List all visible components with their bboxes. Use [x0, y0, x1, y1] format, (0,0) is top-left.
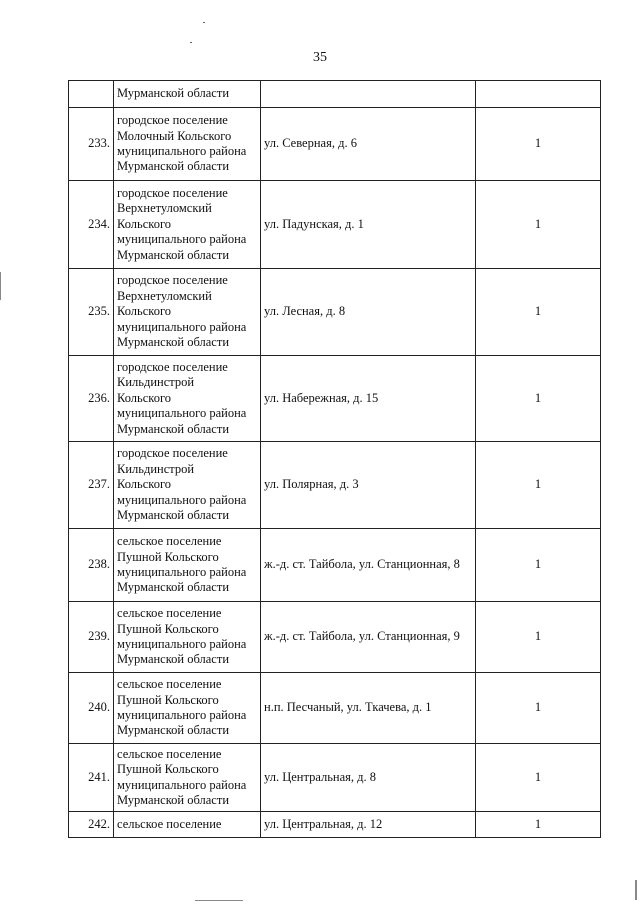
- settlement-name: [114, 812, 261, 838]
- settlement-name: [114, 744, 261, 812]
- settlement-name-line: муниципального района: [117, 708, 247, 722]
- settlement-name-line: городское поселение: [117, 113, 228, 128]
- settlement-name-line: Пушной Кольского: [117, 549, 219, 564]
- settlement-name-line: муниципального района: [117, 232, 247, 247]
- settlement-name-line: Мурманской области: [117, 86, 230, 101]
- settlement-name: [114, 81, 261, 108]
- table-row: [69, 529, 601, 602]
- settlement-name-line: Кольского: [117, 304, 172, 319]
- scan-edge-mark: [635, 880, 637, 900]
- settlement-name-line: Мурманской области: [117, 421, 230, 436]
- settlement-name-line: Мурманской области: [117, 652, 230, 667]
- page-number: 35: [313, 50, 327, 65]
- quantity-cell: 1: [476, 812, 601, 838]
- settlement-name-line: Пушной Кольского: [117, 692, 219, 707]
- row-number: 235.: [69, 269, 114, 356]
- table-row: [69, 673, 601, 744]
- row-number: 237.: [69, 442, 114, 529]
- settlement-name-line: муниципального района: [117, 319, 247, 334]
- settlement-name-line: Мурманской области: [117, 723, 230, 738]
- address-cell: ж.-д. ст. Тайбола, ул. Станционная, 8: [261, 529, 476, 602]
- settlement-name-line: муниципального района: [117, 565, 247, 579]
- settlement-name-line: муниципального района: [117, 406, 247, 421]
- settlement-name: [114, 356, 261, 442]
- settlement-name: [114, 673, 261, 744]
- table-row: [69, 108, 601, 181]
- settlement-name: [114, 442, 261, 529]
- settlement-name: [114, 181, 261, 269]
- settlement-name-line: Кильдинстрой: [117, 375, 195, 390]
- address-cell: ул. Падунская, д. 1: [261, 181, 476, 269]
- registry-table-body: [69, 81, 601, 838]
- settlement-name-line: сельское поселение: [117, 677, 222, 692]
- settlement-name-line: Мурманской области: [117, 792, 230, 807]
- row-number: 238.: [69, 529, 114, 602]
- settlement-name-line: Мурманской области: [117, 159, 230, 174]
- address-cell: ул. Лесная, д. 8: [261, 269, 476, 356]
- scan-edge-mark: [195, 900, 243, 901]
- quantity-cell: 1: [476, 673, 601, 744]
- settlement-name-line: Молочный Кольского: [117, 128, 232, 143]
- settlement-name-line: муниципального района: [117, 144, 247, 158]
- settlement-name-line: Кольского: [117, 216, 172, 231]
- table-row: [69, 356, 601, 442]
- settlement-name-line: муниципального района: [117, 492, 247, 507]
- table-row: [69, 812, 601, 838]
- table-row: [69, 602, 601, 673]
- address-cell: ул. Полярная, д. 3: [261, 442, 476, 529]
- row-number: 234.: [69, 181, 114, 269]
- quantity-cell: 1: [476, 744, 601, 812]
- row-number: [69, 81, 114, 108]
- row-number: 242.: [69, 812, 114, 838]
- settlement-name-line: сельское поселение: [117, 746, 222, 761]
- settlement-name-line: Кольского: [117, 477, 172, 492]
- settlement-name-line: Пушной Кольского: [117, 621, 219, 636]
- address-cell: [261, 81, 476, 108]
- settlement-name-line: Кольского: [117, 390, 172, 405]
- registry-table: [68, 80, 601, 838]
- settlement-name-line: муниципального района: [117, 637, 247, 651]
- settlement-name: [114, 602, 261, 673]
- scan-speck: [190, 42, 192, 43]
- settlement-name: [114, 269, 261, 356]
- row-number: 241.: [69, 744, 114, 812]
- settlement-name-line: Кильдинстрой: [117, 461, 195, 476]
- quantity-cell: 1: [476, 108, 601, 181]
- row-number: 240.: [69, 673, 114, 744]
- settlement-name: [114, 108, 261, 181]
- settlement-name-line: сельское поселение: [117, 606, 222, 621]
- table-row: [69, 81, 601, 108]
- address-cell: ж.-д. ст. Тайбола, ул. Станционная, 9: [261, 602, 476, 673]
- settlement-name-line: городское поселение: [117, 446, 228, 461]
- settlement-name-line: Мурманской области: [117, 247, 230, 262]
- address-cell: ул. Центральная, д. 8: [261, 744, 476, 812]
- settlement-name-line: сельское поселение: [117, 816, 222, 831]
- scan-speck: [203, 22, 205, 23]
- row-number: 233.: [69, 108, 114, 181]
- settlement-name-line: Пушной Кольского: [117, 762, 219, 777]
- scan-edge-mark: [0, 272, 1, 300]
- settlement-name-line: Верхнетуломский: [117, 201, 212, 216]
- address-cell: ул. Северная, д. 6: [261, 108, 476, 181]
- settlement-name-line: городское поселение: [117, 359, 228, 374]
- settlement-name-line: Верхнетуломский: [117, 288, 212, 303]
- settlement-name-line: городское поселение: [117, 185, 228, 200]
- quantity-cell: 1: [476, 356, 601, 442]
- row-number: 239.: [69, 602, 114, 673]
- address-cell: н.п. Песчаный, ул. Ткачева, д. 1: [261, 673, 476, 744]
- quantity-cell: 1: [476, 269, 601, 356]
- table-row: [69, 181, 601, 269]
- quantity-cell: 1: [476, 442, 601, 529]
- settlement-name-line: Мурманской области: [117, 508, 230, 523]
- quantity-cell: [476, 81, 601, 108]
- quantity-cell: 1: [476, 529, 601, 602]
- settlement-name-line: Мурманской области: [117, 580, 230, 595]
- address-cell: ул. Центральная, д. 12: [261, 812, 476, 838]
- quantity-cell: 1: [476, 181, 601, 269]
- row-number: 236.: [69, 356, 114, 442]
- settlement-name-line: муниципального района: [117, 777, 247, 792]
- table-row: [69, 744, 601, 812]
- settlement-name-line: сельское поселение: [117, 534, 222, 549]
- table-row: [69, 442, 601, 529]
- settlement-name-line: Мурманской области: [117, 335, 230, 350]
- settlement-name-line: городское поселение: [117, 273, 228, 288]
- address-cell: ул. Набережная, д. 15: [261, 356, 476, 442]
- table-row: [69, 269, 601, 356]
- quantity-cell: 1: [476, 602, 601, 673]
- settlement-name: [114, 529, 261, 602]
